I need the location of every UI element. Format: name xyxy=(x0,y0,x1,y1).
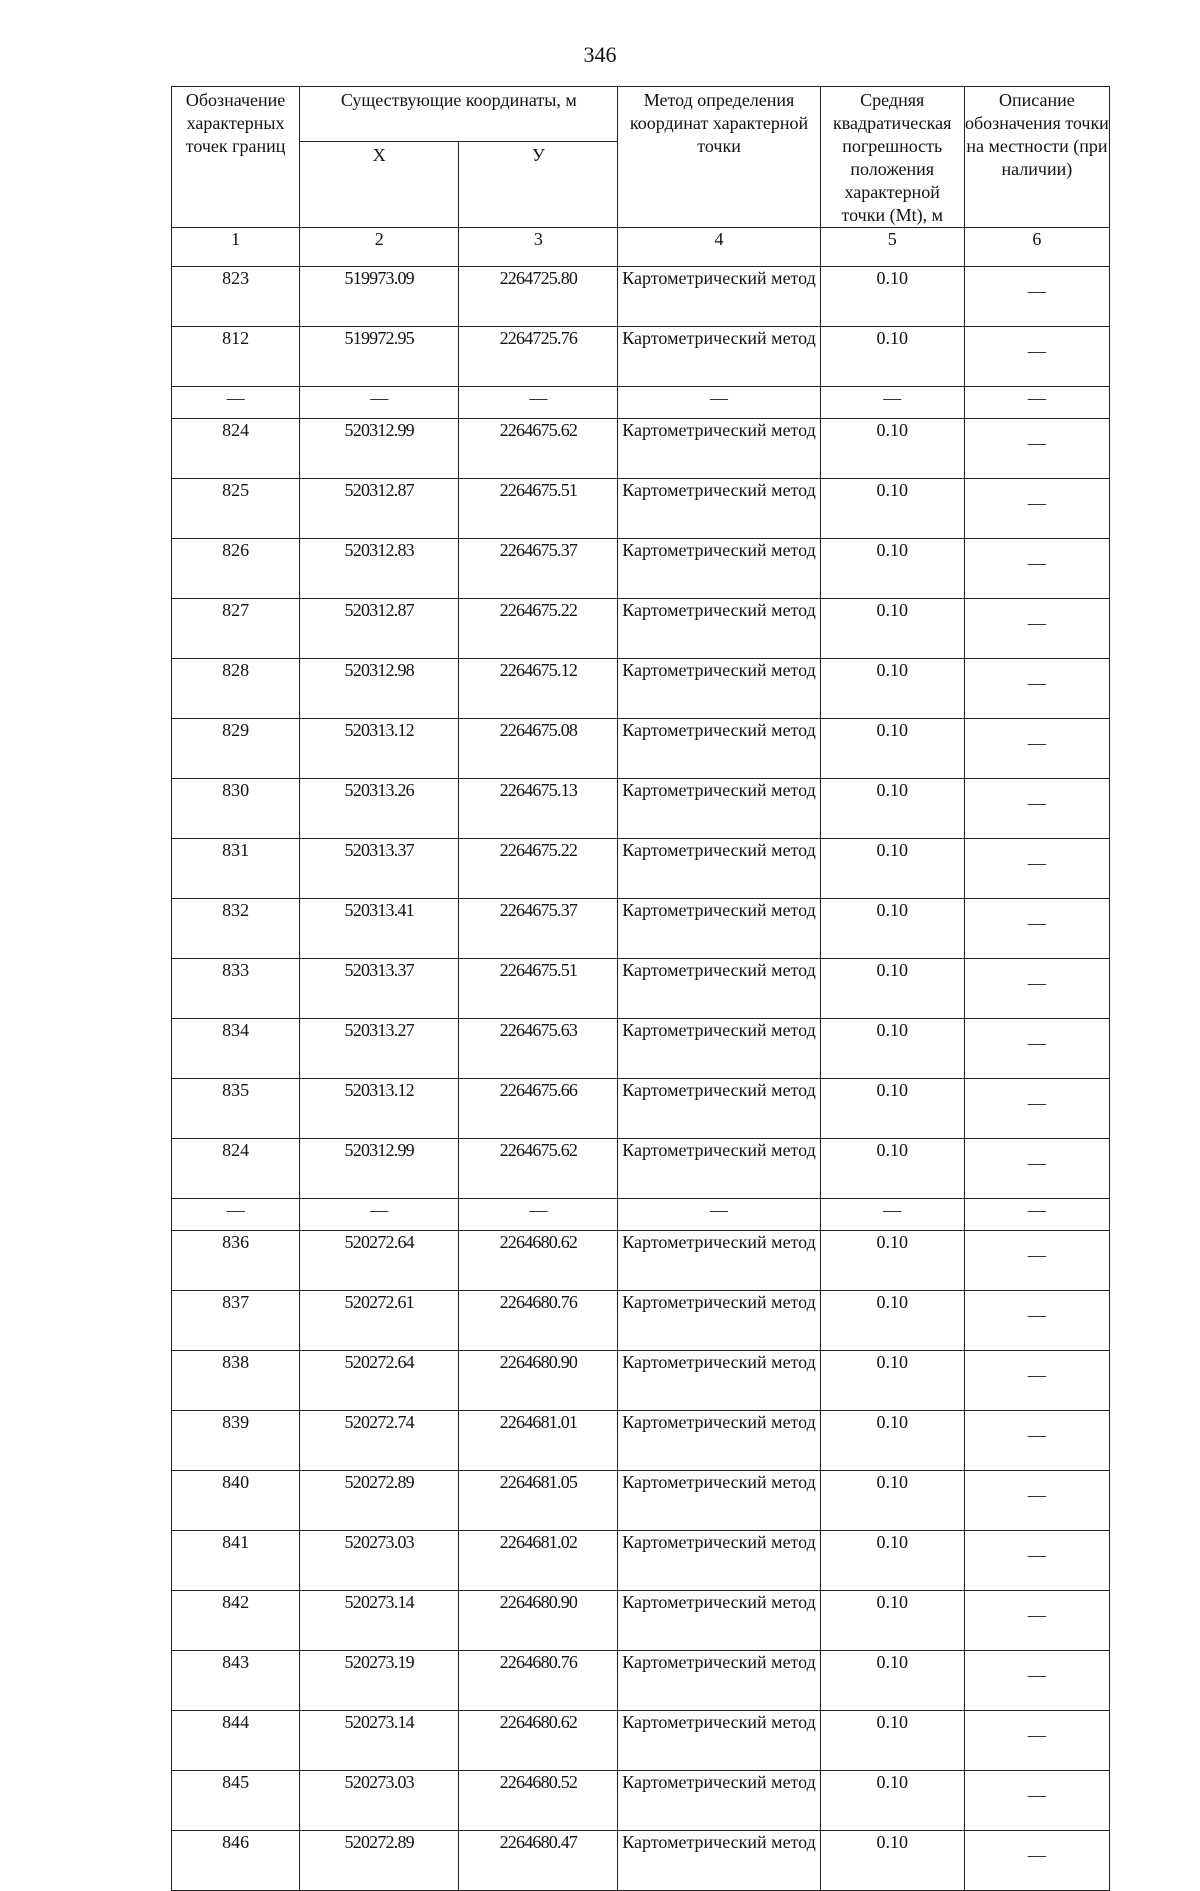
separator-dash: — xyxy=(618,387,820,419)
method: Картометрический метод xyxy=(618,1019,820,1079)
coord-x: 520272.74 xyxy=(300,1411,459,1471)
coord-y: 2264680.52 xyxy=(459,1771,618,1831)
method: Картометрический метод xyxy=(618,1711,820,1771)
mean-error: 0.10 xyxy=(820,839,964,899)
coord-x: 520273.19 xyxy=(300,1651,459,1711)
coord-y: 2264675.62 xyxy=(459,419,618,479)
description: — xyxy=(964,1531,1109,1591)
mean-error: 0.10 xyxy=(820,1019,964,1079)
point-number: 839 xyxy=(172,1411,300,1471)
coord-y: 2264681.02 xyxy=(459,1531,618,1591)
separator-dash: — xyxy=(964,387,1109,419)
table-row xyxy=(172,1351,1110,1411)
method: Картометрический метод xyxy=(618,599,820,659)
table-row xyxy=(172,479,1110,539)
method: Картометрический метод xyxy=(618,1351,820,1411)
coord-x: 520312.83 xyxy=(300,539,459,599)
table-row xyxy=(172,1139,1110,1199)
mean-error: 0.10 xyxy=(820,1771,964,1831)
mean-error: 0.10 xyxy=(820,1411,964,1471)
table-row xyxy=(172,1079,1110,1139)
mean-error: 0.10 xyxy=(820,267,964,327)
coord-x: 520273.14 xyxy=(300,1711,459,1771)
description: — xyxy=(964,1139,1109,1199)
coord-x: 520312.87 xyxy=(300,479,459,539)
mean-error: 0.10 xyxy=(820,1531,964,1591)
coord-x: 520273.03 xyxy=(300,1531,459,1591)
point-number: 833 xyxy=(172,959,300,1019)
column-number: 3 xyxy=(459,228,618,267)
coord-y: 2264675.08 xyxy=(459,719,618,779)
mean-error: 0.10 xyxy=(820,1291,964,1351)
separator-row xyxy=(172,387,1110,419)
header-method: Метод определения координат характерной точки xyxy=(618,87,820,228)
mean-error: 0.10 xyxy=(820,1651,964,1711)
point-number: 841 xyxy=(172,1531,300,1591)
header-existing-coordinates: Существующие координаты, м xyxy=(300,87,618,142)
separator-dash: — xyxy=(459,387,618,419)
separator-dash: — xyxy=(459,1199,618,1231)
mean-error: 0.10 xyxy=(820,599,964,659)
separator-dash: — xyxy=(300,1199,459,1231)
coord-x: 520272.89 xyxy=(300,1831,459,1891)
point-number: 825 xyxy=(172,479,300,539)
method: Картометрический метод xyxy=(618,1651,820,1711)
point-number: 828 xyxy=(172,659,300,719)
coord-y: 2264675.66 xyxy=(459,1079,618,1139)
separator-dash: — xyxy=(172,387,300,419)
header-point-designation: Обозначение характерных точек границ xyxy=(172,87,300,228)
description: — xyxy=(964,1231,1109,1291)
table-row xyxy=(172,1411,1110,1471)
coord-y: 2264680.90 xyxy=(459,1591,618,1651)
point-number: 842 xyxy=(172,1591,300,1651)
description: — xyxy=(964,899,1109,959)
mean-error: 0.10 xyxy=(820,1231,964,1291)
table-row xyxy=(172,1471,1110,1531)
coord-y: 2264725.80 xyxy=(459,267,618,327)
coordinates-table xyxy=(171,86,1110,1891)
method: Картометрический метод xyxy=(618,327,820,387)
separator-dash: — xyxy=(172,1199,300,1231)
point-number: 834 xyxy=(172,1019,300,1079)
coord-y: 2264680.47 xyxy=(459,1831,618,1891)
method: Картометрический метод xyxy=(618,1771,820,1831)
point-number: 812 xyxy=(172,327,300,387)
description: — xyxy=(964,479,1109,539)
description: — xyxy=(964,419,1109,479)
mean-error: 0.10 xyxy=(820,1471,964,1531)
mean-error: 0.10 xyxy=(820,539,964,599)
method: Картометрический метод xyxy=(618,419,820,479)
table-row xyxy=(172,1651,1110,1711)
method: Картометрический метод xyxy=(618,539,820,599)
point-number: 830 xyxy=(172,779,300,839)
table-row xyxy=(172,959,1110,1019)
table-row xyxy=(172,779,1110,839)
coord-x: 520313.12 xyxy=(300,1079,459,1139)
coord-x: 519973.09 xyxy=(300,267,459,327)
coord-x: 519972.95 xyxy=(300,327,459,387)
point-number: 838 xyxy=(172,1351,300,1411)
coord-x: 520313.37 xyxy=(300,839,459,899)
method: Картометрический метод xyxy=(618,1531,820,1591)
coord-y: 2264681.05 xyxy=(459,1471,618,1531)
mean-error: 0.10 xyxy=(820,1711,964,1771)
coord-y: 2264675.12 xyxy=(459,659,618,719)
mean-error: 0.10 xyxy=(820,419,964,479)
point-number: 840 xyxy=(172,1471,300,1531)
coord-y: 2264680.90 xyxy=(459,1351,618,1411)
method: Картометрический метод xyxy=(618,1411,820,1471)
coord-y: 2264681.01 xyxy=(459,1411,618,1471)
point-number: 829 xyxy=(172,719,300,779)
separator-dash: — xyxy=(820,1199,964,1231)
point-number: 823 xyxy=(172,267,300,327)
point-number: 837 xyxy=(172,1291,300,1351)
description: — xyxy=(964,779,1109,839)
point-number: 845 xyxy=(172,1771,300,1831)
point-number: 843 xyxy=(172,1651,300,1711)
coord-x: 520272.64 xyxy=(300,1351,459,1411)
point-number: 826 xyxy=(172,539,300,599)
table-row xyxy=(172,1531,1110,1591)
description: — xyxy=(964,327,1109,387)
description: — xyxy=(964,1831,1109,1891)
table-row xyxy=(172,419,1110,479)
table-row xyxy=(172,659,1110,719)
coord-y: 2264675.22 xyxy=(459,839,618,899)
description: — xyxy=(964,599,1109,659)
mean-error: 0.10 xyxy=(820,959,964,1019)
coord-x: 520312.99 xyxy=(300,1139,459,1199)
table-row xyxy=(172,1019,1110,1079)
table-row xyxy=(172,267,1110,327)
method: Картометрический метод xyxy=(618,1591,820,1651)
method: Картометрический метод xyxy=(618,267,820,327)
coord-y: 2264725.76 xyxy=(459,327,618,387)
description: — xyxy=(964,1771,1109,1831)
description: — xyxy=(964,1591,1109,1651)
description: — xyxy=(964,719,1109,779)
coord-y: 2264675.51 xyxy=(459,479,618,539)
table-row xyxy=(172,719,1110,779)
separator-row xyxy=(172,1199,1110,1231)
table-row xyxy=(172,1591,1110,1651)
coord-x: 520313.41 xyxy=(300,899,459,959)
method: Картометрический метод xyxy=(618,719,820,779)
method: Картометрический метод xyxy=(618,959,820,1019)
mean-error: 0.10 xyxy=(820,1831,964,1891)
coord-y: 2264680.76 xyxy=(459,1291,618,1351)
mean-error: 0.10 xyxy=(820,659,964,719)
method: Картометрический метод xyxy=(618,779,820,839)
description: — xyxy=(964,839,1109,899)
coord-x: 520273.14 xyxy=(300,1591,459,1651)
description: — xyxy=(964,1411,1109,1471)
table-row xyxy=(172,899,1110,959)
column-number: 5 xyxy=(820,228,964,267)
coord-x: 520313.12 xyxy=(300,719,459,779)
coord-x: 520273.03 xyxy=(300,1771,459,1831)
description: — xyxy=(964,1651,1109,1711)
page-number: 346 xyxy=(583,42,617,67)
description: — xyxy=(964,659,1109,719)
coord-x: 520313.26 xyxy=(300,779,459,839)
description: — xyxy=(964,1291,1109,1351)
coord-y: 2264675.37 xyxy=(459,899,618,959)
table-row xyxy=(172,327,1110,387)
method: Картометрический метод xyxy=(618,899,820,959)
method: Картометрический метод xyxy=(618,1079,820,1139)
coord-y: 2264675.62 xyxy=(459,1139,618,1199)
coord-x: 520312.99 xyxy=(300,419,459,479)
table-row xyxy=(172,1831,1110,1891)
method: Картометрический метод xyxy=(618,1231,820,1291)
method: Картометрический метод xyxy=(618,1291,820,1351)
coord-x: 520272.89 xyxy=(300,1471,459,1531)
method: Картометрический метод xyxy=(618,659,820,719)
table-row xyxy=(172,1771,1110,1831)
mean-error: 0.10 xyxy=(820,899,964,959)
separator-dash: — xyxy=(300,387,459,419)
coord-x: 520313.27 xyxy=(300,1019,459,1079)
table-row xyxy=(172,539,1110,599)
separator-dash: — xyxy=(964,1199,1109,1231)
coord-y: 2264675.22 xyxy=(459,599,618,659)
separator-dash: — xyxy=(618,1199,820,1231)
table-row xyxy=(172,1711,1110,1771)
table-row xyxy=(172,839,1110,899)
coord-y: 2264675.63 xyxy=(459,1019,618,1079)
table-header xyxy=(172,87,1110,267)
coord-x: 520272.61 xyxy=(300,1291,459,1351)
description: — xyxy=(964,1019,1109,1079)
mean-error: 0.10 xyxy=(820,1591,964,1651)
method: Картометрический метод xyxy=(618,1471,820,1531)
column-number: 4 xyxy=(618,228,820,267)
coord-y: 2264675.37 xyxy=(459,539,618,599)
point-number: 836 xyxy=(172,1231,300,1291)
separator-dash: — xyxy=(820,387,964,419)
coord-y: 2264680.62 xyxy=(459,1231,618,1291)
method: Картометрический метод xyxy=(618,1139,820,1199)
mean-error: 0.10 xyxy=(820,1079,964,1139)
point-number: 832 xyxy=(172,899,300,959)
description: — xyxy=(964,539,1109,599)
header-y: У xyxy=(459,142,618,228)
description: — xyxy=(964,1711,1109,1771)
coord-y: 2264675.13 xyxy=(459,779,618,839)
mean-error: 0.10 xyxy=(820,1351,964,1411)
table-body xyxy=(172,267,1110,1891)
point-number: 844 xyxy=(172,1711,300,1771)
coord-x: 520312.98 xyxy=(300,659,459,719)
column-number: 6 xyxy=(964,228,1109,267)
mean-error: 0.10 xyxy=(820,1139,964,1199)
description: — xyxy=(964,959,1109,1019)
method: Картометрический метод xyxy=(618,1831,820,1891)
table-row xyxy=(172,1291,1110,1351)
point-number: 835 xyxy=(172,1079,300,1139)
point-number: 824 xyxy=(172,419,300,479)
coord-x: 520313.37 xyxy=(300,959,459,1019)
coord-y: 2264680.76 xyxy=(459,1651,618,1711)
mean-error: 0.10 xyxy=(820,327,964,387)
table-row xyxy=(172,1231,1110,1291)
header-x: Х xyxy=(300,142,459,228)
header-mean-error: Средняя квадратическая погрешность положения характерной точки (Mt), м xyxy=(820,87,964,228)
method: Картометрический метод xyxy=(618,479,820,539)
description: — xyxy=(964,1351,1109,1411)
coord-x: 520272.64 xyxy=(300,1231,459,1291)
mean-error: 0.10 xyxy=(820,479,964,539)
point-number: 824 xyxy=(172,1139,300,1199)
method: Картометрический метод xyxy=(618,839,820,899)
point-number: 827 xyxy=(172,599,300,659)
coord-y: 2264680.62 xyxy=(459,1711,618,1771)
table-row xyxy=(172,599,1110,659)
mean-error: 0.10 xyxy=(820,719,964,779)
column-number: 2 xyxy=(300,228,459,267)
description: — xyxy=(964,1471,1109,1531)
description: — xyxy=(964,1079,1109,1139)
point-number: 846 xyxy=(172,1831,300,1891)
column-number-row xyxy=(172,228,1110,267)
description: — xyxy=(964,267,1109,327)
coord-x: 520312.87 xyxy=(300,599,459,659)
column-number: 1 xyxy=(172,228,300,267)
coord-y: 2264675.51 xyxy=(459,959,618,1019)
header-description: Описание обозначения точки на местности (при наличии) xyxy=(964,87,1109,228)
mean-error: 0.10 xyxy=(820,779,964,839)
point-number: 831 xyxy=(172,839,300,899)
